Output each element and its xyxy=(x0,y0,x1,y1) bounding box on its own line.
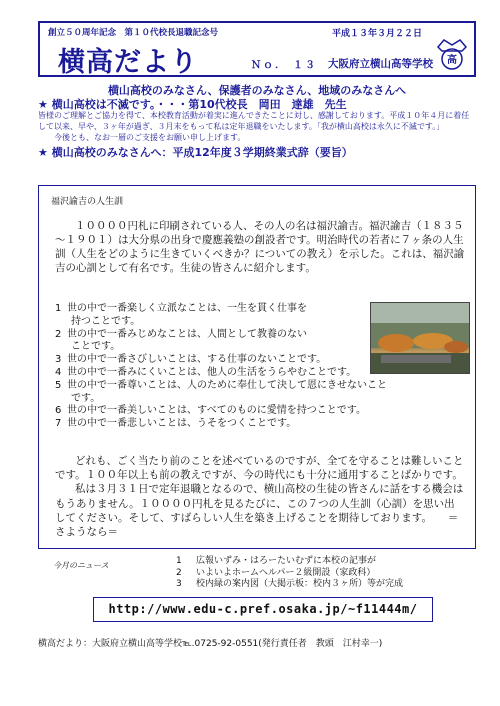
list-item: 3 校内緑の案内図（大掲示板：校内３ヶ所）等が完成 xyxy=(176,579,404,589)
issue-number xyxy=(245,56,317,71)
list-item: 1 世の中で一番楽しく立派なことは、一生を貫く仕事を 持つことです。 xyxy=(55,303,307,327)
school-crest-icon xyxy=(434,37,470,71)
footer-contact: 横高だより：大阪府立横山高等学校℡.0725-92-0551(発行責任者 教頭 江村幸一) xyxy=(38,639,383,649)
article-title: 福沢諭吉の人生訓 xyxy=(51,197,124,207)
masthead xyxy=(38,21,476,77)
support-paragraph: 今後とも、なお一層のご支援をお願い申し上げます。 xyxy=(54,133,246,142)
article-intro xyxy=(55,219,465,275)
star-icon: ★ xyxy=(38,98,52,111)
star-icon: ★ xyxy=(38,146,52,159)
list-item: 5 世の中で一番尊いことは、人のために奉仕して決して恩にきせないこと です。 xyxy=(55,379,387,404)
closing-paragraph-2: 私は３月３１日で定年退職となるので、横山高校の生徒の皆さんに話をする機会はもうありません。１００００円札を見るたびに、この７つの人生訓（心訓）を思い出してください。そして、すばらしい人生を築き上げることを期待しております。 ＝さようなら＝ xyxy=(55,483,464,539)
newsletter-title: 横高だより xyxy=(58,47,198,78)
issue-date: 平成１３年３月２２日 xyxy=(331,29,422,39)
article-closing xyxy=(55,454,465,539)
website-url[interactable]: http://www.edu-c.pref.osaka.jp/~f11444m/ xyxy=(93,597,433,622)
list-item: 4 世の中で一番みにくいことは、他人の生活をうらやむことです。 xyxy=(55,366,357,378)
list-item: 7 世の中で一番悲しいことは、うそをつくことです。 xyxy=(55,418,297,430)
list-item: 1 広報いずみ・はろーたいむずに本校の記事が xyxy=(176,556,377,566)
list-item: 2 世の中で一番みじめなことは、人間として教養のない ことです。 xyxy=(55,328,307,353)
list-item: 2 いよいよホームヘルパー２級開設（家政科） xyxy=(176,567,376,578)
principal-message xyxy=(38,82,476,160)
news-label: 今月のニュース xyxy=(53,561,109,570)
news-list xyxy=(176,556,476,591)
speech-article xyxy=(38,185,476,549)
closing-paragraph-1: どれも、ごく当たり前のことを述べているのですが、全てを守ることは難しいことです。１００年以上も前の教えですが、今の時代にも十分に通用することばかりです。 xyxy=(55,455,464,482)
farewell-heading-text: 横山高校は不滅です。・・・第10代校長 岡田 達雄 先生 xyxy=(51,98,347,111)
list-item: 3 世の中で一番さびしいことは、する仕事のないことです。 xyxy=(55,354,327,366)
audience-heading: 横山高校のみなさん、保護者のみなさん、地域のみなさんへ xyxy=(107,84,407,97)
issue-number-label: Ｎｏ． xyxy=(251,60,287,71)
anniversary-caption: 創立５０周年記念 第１０代校長退職記念号 xyxy=(48,28,219,38)
list-item: 6 世の中で一番美しいことは、すべてのものに愛情を持つことです。 xyxy=(55,405,366,417)
school-name: 大阪府立横山高等学校 xyxy=(328,58,433,70)
farewell-heading xyxy=(38,96,476,111)
crest-char: 高 xyxy=(447,55,457,66)
farewell-paragraph: 皆様のご理解とご協力を得て、本校教育活動が着実に進んできたことに対し、感謝しております。平成１０年４月に着任して以来、早や、３ヶ年が過ぎ、３月末をもって私は定年退職をいたします。「我が横山高校は永久に不滅です。」 xyxy=(38,111,470,131)
issue-number-value: １３ xyxy=(293,60,317,71)
ceremony-heading xyxy=(38,144,476,160)
ceremony-heading-text: 横山高校のみなさんへ：平成12年度３学期終業式辞（要旨） xyxy=(51,146,353,159)
life-lessons-list xyxy=(55,303,473,431)
intro-text: １００００円札に印刷されている人、その人の名は福沢諭吉。福沢諭吉（１８３５～１９０１）は大分県の出身で慶應義塾の創設者です。明治時代の若者に７ヶ条の人生訓（人生をどのように生きていくべきか？についての教え）を示した。これは、福沢諭吉の心訓として有名です。生徒の皆さんに紹介します。 xyxy=(55,220,465,274)
